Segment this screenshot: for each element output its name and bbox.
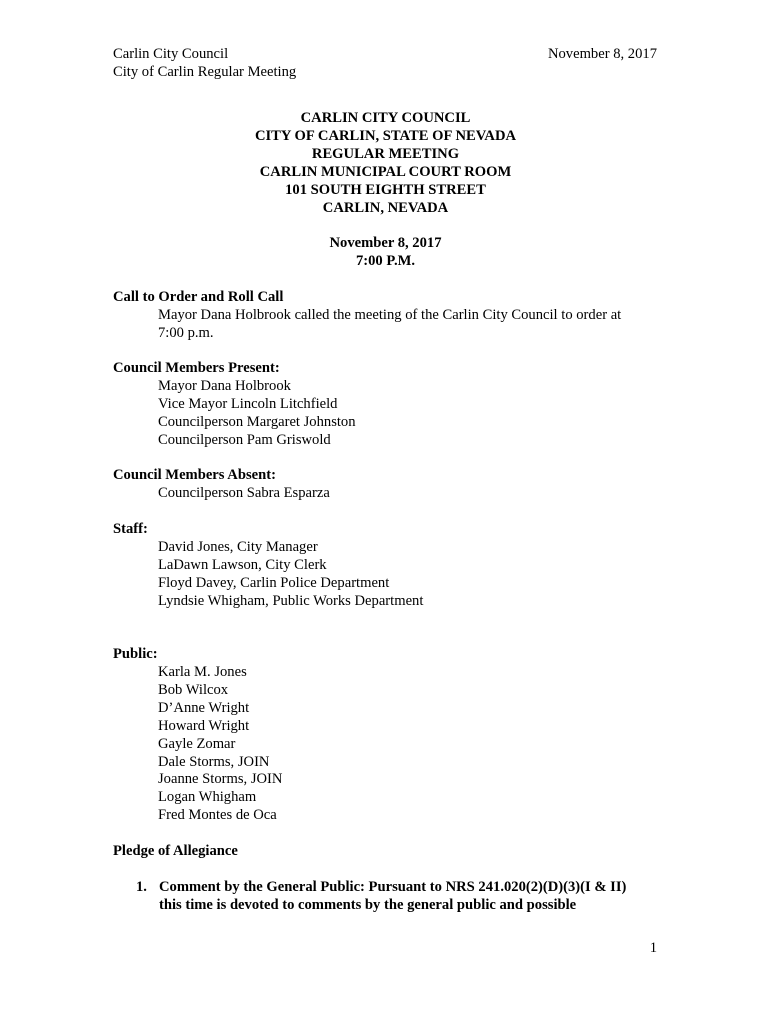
public-heading: Public:: [113, 646, 158, 662]
running-header-left: [113, 46, 296, 82]
present-heading: Council Members Present:: [113, 360, 280, 376]
page-number: 1: [649, 940, 657, 956]
pledge-section: [113, 843, 658, 861]
staff-member: LaDawn Lawson, City Clerk: [158, 556, 327, 573]
title-line: CITY OF CARLIN, STATE OF NEVADA: [254, 128, 517, 144]
staff-member: Lyndsie Whigham, Public Works Department: [158, 592, 424, 609]
public-section: [113, 646, 658, 825]
present-member: Councilperson Margaret Johnston: [158, 413, 356, 430]
public-attendee: Bob Wilcox: [158, 681, 229, 698]
call-to-order-text: Mayor Dana Holbrook called the meeting of the Carlin City Council to order at: [158, 307, 622, 323]
title-block: [113, 110, 658, 218]
public-attendee: Gayle Zomar: [158, 735, 236, 752]
public-attendee: Howard Wright: [158, 717, 250, 734]
public-attendee: Logan Whigham: [158, 789, 257, 806]
agenda-item-number: 1.: [136, 879, 147, 895]
staff-section: [113, 521, 658, 611]
call-to-order-heading: Call to Order and Roll Call: [113, 289, 284, 305]
agenda-item-text: this time is devoted to comments by the general public and possible: [159, 896, 577, 913]
title-line: REGULAR MEETING: [311, 146, 460, 162]
absent-section: [113, 467, 658, 503]
present-member: Mayor Dana Holbrook: [158, 378, 291, 394]
public-attendee: Fred Montes de Oca: [158, 807, 277, 824]
header-meeting-line: City of Carlin Regular Meeting: [113, 64, 297, 80]
absent-heading: Council Members Absent:: [113, 467, 276, 483]
agenda-item-1: [113, 879, 658, 915]
title-line: 101 SOUTH EIGHTH STREET: [285, 182, 486, 198]
present-section: [113, 360, 658, 450]
call-to-order-section: [113, 289, 658, 343]
title-line: CARLIN, NEVADA: [322, 200, 449, 216]
staff-heading: Staff:: [113, 521, 148, 537]
title-line: CARLIN CITY COUNCIL: [300, 110, 471, 126]
staff-member: Floyd Davey, Carlin Police Department: [158, 574, 390, 591]
meeting-time: 7:00 P.M.: [355, 253, 416, 269]
present-member: Vice Mayor Lincoln Litchfield: [158, 395, 338, 412]
public-attendee: Joanne Storms, JOIN: [158, 771, 283, 788]
title-line: CARLIN MUNICIPAL COURT ROOM: [259, 164, 512, 180]
agenda-item-text: Comment by the General Public: Pursuant to NRS 241.020(2)(D)(3)(I & II): [159, 879, 627, 895]
header-org-line: Carlin City Council: [113, 46, 229, 62]
pledge-heading: Pledge of Allegiance: [113, 843, 238, 859]
present-member: Councilperson Pam Griswold: [158, 431, 331, 448]
staff-member: David Jones, City Manager: [158, 539, 318, 555]
public-attendee: Dale Storms, JOIN: [158, 753, 270, 770]
header-date: November 8, 2017: [547, 46, 657, 62]
call-to-order-text: 7:00 p.m.: [158, 324, 214, 341]
meeting-date-time: [113, 235, 658, 271]
public-attendee: Karla M. Jones: [158, 664, 247, 680]
public-attendee: D’Anne Wright: [158, 699, 250, 716]
absent-member: Councilperson Sabra Esparza: [158, 485, 330, 501]
meeting-date: November 8, 2017: [329, 235, 442, 251]
